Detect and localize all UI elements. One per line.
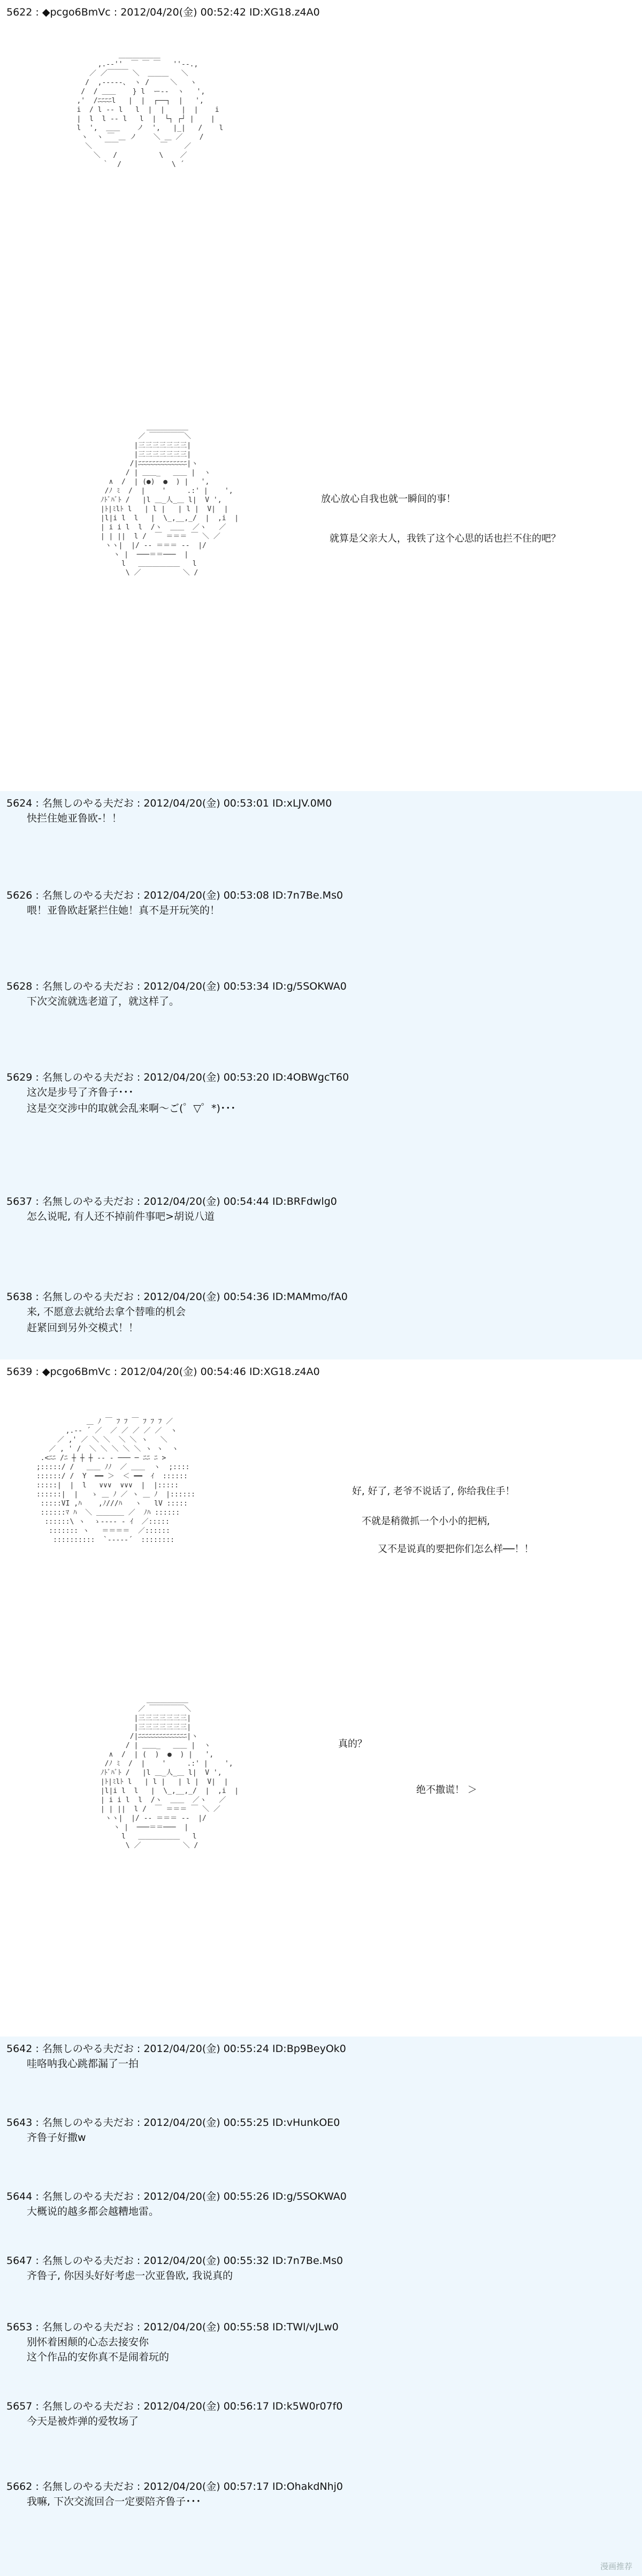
ascii-art-back-view: ＿＿＿＿＿＿ ,.-‐'' ￣ ￣ ￣ ''‐-., ／ ／￣￣￣ ＼ ＿＿＿ ＼ / ,--‐‐-、 ヽ / ＼ ヽ / / ＿＿ } l ー‐‐ ヽ ', ,' /ﾆﾆﾆﾆl | | ┌──┐ | ', i / l ‐‐ l l | | | | i | l l ‐‐ l l | └┐ ┌┘ | | l ', ＿＿ ノ ', |_| / l ヽ ヽ ￣ ＿ ノ ＼ ＿ ／ / ＼ ￣￣ ￣ ／ ＼ / \ ／ ｀ / \ ´ [77, 51, 224, 169]
ascii-art-character: ＿＿＿＿＿＿ ／ ￣￣￣￣￣＼ |三三三三三三三| |三三三三三三三| /|ﾆﾆﾆﾆﾆﾆﾆﾆﾆﾆﾆﾆﾆﾆ|ヽ / | ＿＿_ ＿＿ | ヽ ∧ / | (●) ● ) | ', /ﾉ ﾐ / | ' .:' | ', ﾉﾄﾞﾊﾞﾄ / |l ＿_人_＿ l| V ', |ﾄ|ﾐlﾄ l | l | | l | V| | |l|i l l | \_,__,_/ | ,i | | i i l l /ヽ ＿＿ ／ヽ ／ | | || l / ￣ ＝＝＝ ￣ ＼ ／ ヽヽ| |/ ‐‐ ＝＝＝ ‐‐ |/ ヽ | ───＝＝─── | l ＿＿＿＿＿＿ l \ ／ ＼ / [100, 423, 239, 577]
reply-5643 [0, 2110, 642, 2184]
reply-5662 [0, 2474, 642, 2576]
post-header: 5653 : 名無しのやる夫だお : 2012/04/20(金) 00:55:58 ID:TWl/vJLw0 [6, 2321, 339, 2333]
post-header: 5622 : ◆pcgo6BmVc : 2012/04/20(金) 00:52:42 ID:XG18.z4A0 [6, 6, 320, 18]
post-body-line: 这是交交涉中的取就会乱来啊～ご(゜▽゜*)･･･ [27, 1103, 236, 1114]
post-body-line: 来, 不愿意去就给去拿个替唯的机会 [27, 1306, 186, 1318]
post-header: 5638 : 名無しのやる夫だお : 2012/04/20(金) 00:54:36 ID:MAMmo/fA0 [6, 1291, 348, 1303]
post-body-line: 这次是步号了齐鲁子･･･ [27, 1086, 134, 1098]
reply-5642 [0, 2037, 642, 2110]
post-body-line: 下次交流就选老道了，就这样了。 [27, 996, 180, 1007]
post-body-line: 赶紧回到另外交模式！！ [27, 1322, 139, 1334]
post-header: 5643 : 名無しのやる夫だお : 2012/04/20(金) 00:55:25 ID:vHunkOE0 [6, 2117, 340, 2129]
post-header: 5629 : 名無しのやる夫だお : 2012/04/20(金) 00:53:20 ID:4OBWgcT60 [6, 1072, 349, 1083]
reply-5644 [0, 2184, 642, 2248]
post-body-line: 齐鲁子好撒w [27, 2132, 86, 2144]
post-header: 5662 : 名無しのやる夫だお : 2012/04/20(金) 00:57:17 ID:OhakdNhj0 [6, 2481, 343, 2493]
post-header: 5644 : 名無しのやる夫だお : 2012/04/20(金) 00:55:26 ID:g/5SOKWA0 [6, 2191, 347, 2202]
post-header: 5637 : 名無しのやる夫だお : 2012/04/20(金) 00:54:44 ID:BRFdwlg0 [6, 1196, 337, 1207]
reply-5647 [0, 2248, 642, 2315]
post-body-line: 这个作品的安你真不是闹着玩的 [27, 2351, 170, 2363]
dialogue-line: 不就是稍微抓一个小小的把柄, [362, 1516, 490, 1527]
site-watermark: 漫画推荐 [600, 2562, 632, 2571]
dialogue-line: 就算是父亲大人，我铁了这个心思的话也拦不住的吧？ [330, 533, 561, 544]
post-body-line: 哇咯呐我心跳都漏了一拍 [27, 2058, 139, 2070]
post-header: 5628 : 名無しのやる夫だお : 2012/04/20(金) 00:53:34 ID:g/5SOKWA0 [6, 981, 347, 992]
dialogue-line: 真的？ [338, 1738, 367, 1750]
post-header: 5624 : 名無しのやる夫だお : 2012/04/20(金) 00:53:01 ID:xLJV.0M0 [6, 797, 332, 809]
post-header: 5657 : 名無しのやる夫だお : 2012/04/20(金) 00:56:17 ID:k5W0r07f0 [6, 2400, 343, 2412]
reply-5657 [0, 2394, 642, 2474]
dialogue-line: 好, 好了, 老爷不说话了, 你给我住手！ [352, 1486, 515, 1497]
reply-5626 [0, 883, 642, 974]
post-body-line: 齐鲁子, 你因头好好考虑一次亚鲁欧, 我说真的 [27, 2270, 233, 2282]
reply-5628 [0, 974, 642, 1065]
dialogue-line: 绝不撒谎！ ＞ [416, 1784, 477, 1796]
owner-post-5639 [0, 1359, 642, 2037]
reply-5638 [0, 1285, 642, 1359]
post-body-line: 大概说的越多都会越糟地雷。 [27, 2206, 159, 2217]
post-body-line: 怎么说呢, 有人还不掉前件事吧>胡说八道 [27, 1211, 215, 1222]
post-header: 5626 : 名無しのやる夫だお : 2012/04/20(金) 00:53:08 ID:7n7Be.Ms0 [6, 890, 343, 901]
reply-5624 [0, 791, 642, 883]
post-body-line: 别怀着困颠的心态去接安你 [27, 2336, 149, 2348]
dialogue-line: 又不是说真的要把你们怎么样──！！ [378, 1544, 534, 1555]
post-header: 5647 : 名無しのやる夫だお : 2012/04/20(金) 00:55:32 ID:7n7Be.Ms0 [6, 2255, 343, 2267]
reply-5629 [0, 1065, 642, 1189]
reply-5637 [0, 1189, 642, 1285]
owner-post-5622 [0, 0, 642, 791]
post-body-line: 喂！亚鲁欧赶紧拦住她！真不是开玩笑的！ [27, 905, 220, 916]
post-body-line: 我嘛, 下次交流回合一定要陪齐鲁子･･･ [27, 2496, 201, 2507]
post-header: 5639 : ◆pcgo6BmVc : 2012/04/20(金) 00:54:46 ID:XG18.z4A0 [6, 1366, 320, 1378]
ascii-art-angry-character: ＿ ﾉ ￣ ﾌ ﾌ ￣ ﾌ ﾌ ﾌ ／ ,.-‐ ´ ／ ／ ／ ／ ／ ／ ヽ ／ ,' ／ ＼ ＼ ＼ ＼ ヽ ＼ ／ , ' / ＼ ＼ ＼ ＼ ＼ ヽ ヽ ヽ .<ﾆﾆ /ﾆ ┼ ┼ ┼ ‐‐ ‐ ─── ─ ﾆﾆ ﾆ > ;:::::/ / ＿＿ ﾉﾉ ／ ＿＿ ヽ ;:::: ::::::/ / Y ━━ ＞ ＜ ━━ ｲ :::::: :::::| | l ∨∨∨ ∨∨∨ | |::::: ::::::| | ゝ ＿ ﾉ ／ ヽ ＿ ﾉ |:::::: :::::VI ,ﾊ ,ﾉ///ﾊ ヽ lV ::::: ::::::ﾏ ﾊ ＼ ＿＿＿＿ ／ ﾉﾊ :::::: ::::::\ ヽ ゝ‐‐‐‐ ‐ ｲ ／::::: ::::::: ヽ ＝＝＝＝ ／:::::: :::::::::: `‐‐‐‐‐´ :::::::: [36, 1418, 195, 1544]
dialogue-line: 放心放心自我也就一瞬间的事！ [321, 493, 456, 505]
post-header: 5642 : 名無しのやる夫だお : 2012/04/20(金) 00:55:24 ID:Bp9BeyOk0 [6, 2043, 346, 2055]
reply-5653 [0, 2315, 642, 2394]
post-body-line: 快拦住她亚鲁欧-！！ [27, 812, 122, 824]
post-body-line: 今天是被炸弹的爱牧场了 [27, 2415, 139, 2427]
ascii-art-character: ＿＿＿＿＿＿ ／ ￣￣￣￣￣＼ |三三三三三三三| |三三三三三三三| /|ﾆﾆﾆﾆﾆﾆﾆﾆﾆﾆﾆﾆﾆﾆ|ヽ / | ＿＿_ ＿＿ | ヽ ∧ / | ( ) ● ) | ', /ﾉ ﾐ / | ' .:' | ', ﾉﾄﾞﾊﾞﾄ / |l ＿_人_＿ l| V ', |ﾄ|ﾐlﾄ l | l | | l | V| | |l|i l l | \_,__,_/ | ,i | | i i l l /ヽ ＿＿ ／ヽ ／ | | || l / ￣ ＝＝＝ ￣ ＼ ／ ヽヽ| |/ ‐‐ ＝＝＝ ‐‐ |/ ヽ | ───＝＝─── | l ＿＿＿＿＿＿ l \ ／ ＼ / [100, 1696, 239, 1850]
